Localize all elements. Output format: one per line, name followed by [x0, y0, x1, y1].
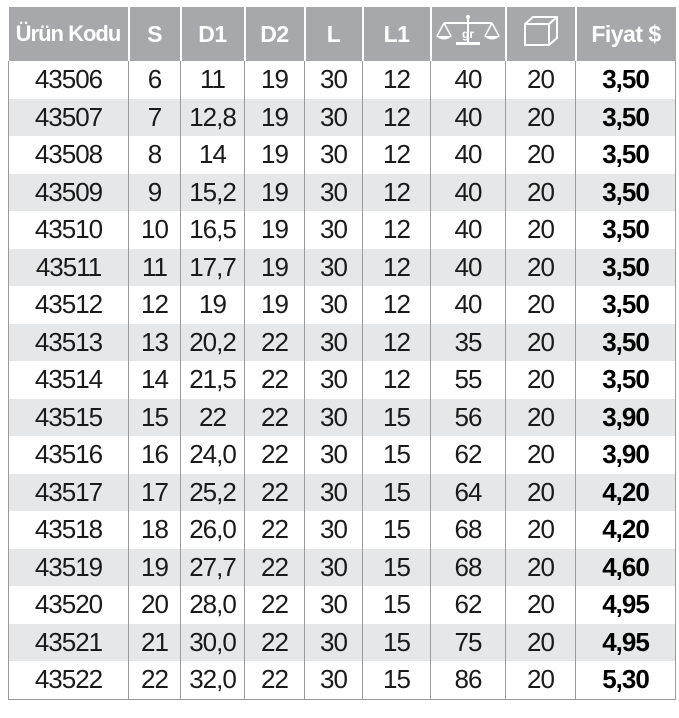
cell-diameter-d1: 27,7 [181, 549, 245, 587]
cell-diameter-d2: 22 [245, 549, 305, 587]
cell-price: 4,20 [576, 474, 676, 512]
cell-length-l1: 15 [363, 661, 431, 699]
cell-price: 3,50 [576, 136, 676, 174]
cell-weight: 40 [431, 61, 506, 99]
cell-diameter-d1: 30,0 [181, 624, 245, 662]
cell-length-l: 30 [305, 174, 363, 212]
cell-box-quantity: 20 [506, 174, 576, 212]
column-header-label: L1 [383, 20, 410, 47]
cell-size-s: 11 [129, 249, 181, 287]
cell-diameter-d1: 14 [181, 136, 245, 174]
cell-diameter-d1: 26,0 [181, 511, 245, 549]
cell-diameter-d1: 16,5 [181, 211, 245, 249]
cell-length-l1: 15 [363, 399, 431, 437]
cell-length-l1: 15 [363, 549, 431, 587]
table-row [9, 399, 676, 437]
cell-length-l: 30 [305, 136, 363, 174]
table-row [9, 249, 676, 287]
cell-price: 3,50 [576, 174, 676, 212]
cell-box-quantity: 20 [506, 586, 576, 624]
cell-length-l1: 15 [363, 624, 431, 662]
cell-size-s: 15 [129, 399, 181, 437]
cell-weight: 40 [431, 174, 506, 212]
cell-diameter-d2: 19 [245, 211, 305, 249]
cell-length-l1: 12 [363, 324, 431, 362]
cell-length-l1: 12 [363, 61, 431, 99]
column-header-label: S [147, 20, 162, 47]
column-header-diameter-d1 [181, 7, 245, 61]
cell-diameter-d1: 28,0 [181, 586, 245, 624]
cell-size-s: 10 [129, 211, 181, 249]
cell-length-l: 30 [305, 661, 363, 699]
cell-price: 4,60 [576, 549, 676, 587]
cell-price: 3,50 [576, 61, 676, 99]
cell-length-l: 30 [305, 211, 363, 249]
cell-size-s: 21 [129, 624, 181, 662]
cell-price: 3,50 [576, 249, 676, 287]
cell-diameter-d1: 24,0 [181, 436, 245, 474]
table-row [9, 361, 676, 399]
cell-product-code: 43506 [9, 61, 129, 99]
column-header-label: L [326, 20, 341, 47]
cell-product-code: 43520 [9, 586, 129, 624]
cell-length-l: 30 [305, 61, 363, 99]
table-body [9, 61, 676, 699]
cell-diameter-d2: 22 [245, 361, 305, 399]
cell-length-l1: 15 [363, 511, 431, 549]
cell-box-quantity: 20 [506, 549, 576, 587]
table-row [9, 211, 676, 249]
cell-weight: 40 [431, 136, 506, 174]
cell-box-quantity: 20 [506, 211, 576, 249]
cell-product-code: 43514 [9, 361, 129, 399]
cell-diameter-d2: 19 [245, 286, 305, 324]
box-icon [521, 14, 561, 54]
table-row [9, 436, 676, 474]
cell-size-s: 17 [129, 474, 181, 512]
table-row [9, 99, 676, 137]
column-header-product-code [9, 7, 129, 61]
cell-diameter-d2: 19 [245, 174, 305, 212]
cell-product-code: 43517 [9, 474, 129, 512]
cell-length-l1: 12 [363, 99, 431, 137]
column-header-length-l1 [363, 7, 431, 61]
cell-weight: 56 [431, 399, 506, 437]
cell-box-quantity: 20 [506, 436, 576, 474]
cell-price: 3,50 [576, 211, 676, 249]
cell-length-l1: 12 [363, 211, 431, 249]
cell-size-s: 9 [129, 174, 181, 212]
cell-size-s: 8 [129, 136, 181, 174]
table-row [9, 586, 676, 624]
cell-diameter-d2: 22 [245, 474, 305, 512]
cell-length-l1: 12 [363, 286, 431, 324]
cell-price: 3,50 [576, 99, 676, 137]
cell-diameter-d1: 32,0 [181, 661, 245, 699]
cell-diameter-d2: 22 [245, 586, 305, 624]
cell-product-code: 43509 [9, 174, 129, 212]
cell-diameter-d2: 22 [245, 511, 305, 549]
cell-length-l1: 15 [363, 586, 431, 624]
cell-diameter-d1: 19 [181, 286, 245, 324]
cell-diameter-d2: 22 [245, 399, 305, 437]
cell-price: 3,50 [576, 286, 676, 324]
cell-length-l: 30 [305, 474, 363, 512]
cell-size-s: 13 [129, 324, 181, 362]
cell-diameter-d1: 17,7 [181, 249, 245, 287]
cell-price: 3,90 [576, 399, 676, 437]
cell-size-s: 20 [129, 586, 181, 624]
cell-box-quantity: 20 [506, 399, 576, 437]
column-header-label: Fiyat $ [591, 20, 661, 47]
cell-box-quantity: 20 [506, 99, 576, 137]
cell-weight: 62 [431, 586, 506, 624]
cell-length-l1: 12 [363, 136, 431, 174]
cell-length-l: 30 [305, 399, 363, 437]
cell-box-quantity: 20 [506, 324, 576, 362]
table-row [9, 549, 676, 587]
column-header-diameter-d2 [245, 7, 305, 61]
cell-product-code: 43522 [9, 661, 129, 699]
cell-diameter-d2: 19 [245, 61, 305, 99]
cell-diameter-d1: 21,5 [181, 361, 245, 399]
box-icon-svg [521, 14, 561, 48]
cell-box-quantity: 20 [506, 474, 576, 512]
table-row [9, 511, 676, 549]
cell-length-l: 30 [305, 361, 363, 399]
column-header-box-quantity [506, 7, 576, 61]
cell-length-l1: 12 [363, 174, 431, 212]
cell-box-quantity: 20 [506, 61, 576, 99]
table-row [9, 324, 676, 362]
cell-box-quantity: 20 [506, 286, 576, 324]
cell-weight: 40 [431, 286, 506, 324]
cell-size-s: 6 [129, 61, 181, 99]
cell-product-code: 43515 [9, 399, 129, 437]
cell-price: 4,95 [576, 586, 676, 624]
cell-diameter-d1: 25,2 [181, 474, 245, 512]
cell-diameter-d2: 19 [245, 136, 305, 174]
cell-weight: 40 [431, 249, 506, 287]
column-header-label: D2 [260, 20, 289, 47]
cell-weight: 55 [431, 361, 506, 399]
scale-icon [434, 14, 502, 54]
cell-price: 4,95 [576, 624, 676, 662]
cell-diameter-d2: 22 [245, 661, 305, 699]
cell-box-quantity: 20 [506, 661, 576, 699]
price-table [8, 7, 676, 700]
cell-box-quantity: 20 [506, 511, 576, 549]
column-header-size-s [129, 7, 181, 61]
cell-box-quantity: 20 [506, 624, 576, 662]
cell-price: 3,50 [576, 324, 676, 362]
table-row [9, 174, 676, 212]
cell-price: 5,30 [576, 661, 676, 699]
column-header-length-l [305, 7, 363, 61]
cell-length-l: 30 [305, 436, 363, 474]
cell-weight: 62 [431, 436, 506, 474]
cell-weight: 40 [431, 99, 506, 137]
cell-length-l1: 15 [363, 474, 431, 512]
cell-length-l: 30 [305, 624, 363, 662]
cell-product-code: 43516 [9, 436, 129, 474]
cell-diameter-d2: 19 [245, 99, 305, 137]
cell-box-quantity: 20 [506, 249, 576, 287]
cell-size-s: 22 [129, 661, 181, 699]
cell-box-quantity: 20 [506, 136, 576, 174]
column-header-price [576, 7, 676, 61]
table-row [9, 624, 676, 662]
cell-price: 3,50 [576, 361, 676, 399]
cell-length-l: 30 [305, 324, 363, 362]
cell-size-s: 16 [129, 436, 181, 474]
weight-unit-label: gr [462, 27, 474, 41]
cell-weight: 68 [431, 549, 506, 587]
column-header-label: D1 [198, 20, 227, 47]
price-table-container [8, 7, 675, 700]
cell-weight: 86 [431, 661, 506, 699]
cell-length-l1: 12 [363, 361, 431, 399]
cell-size-s: 14 [129, 361, 181, 399]
cell-diameter-d1: 11 [181, 61, 245, 99]
column-header-label: Ürün Kodu [15, 21, 121, 46]
cell-size-s: 18 [129, 511, 181, 549]
cell-length-l: 30 [305, 99, 363, 137]
cell-size-s: 19 [129, 549, 181, 587]
cell-product-code: 43508 [9, 136, 129, 174]
cell-product-code: 43507 [9, 99, 129, 137]
table-row [9, 286, 676, 324]
cell-length-l: 30 [305, 511, 363, 549]
cell-diameter-d2: 22 [245, 436, 305, 474]
cell-length-l: 30 [305, 549, 363, 587]
cell-length-l: 30 [305, 586, 363, 624]
cell-length-l: 30 [305, 249, 363, 287]
table-header-row [9, 7, 676, 61]
cell-size-s: 7 [129, 99, 181, 137]
cell-product-code: 43512 [9, 286, 129, 324]
cell-box-quantity: 20 [506, 361, 576, 399]
cell-diameter-d1: 20,2 [181, 324, 245, 362]
cell-product-code: 43519 [9, 549, 129, 587]
cell-weight: 40 [431, 211, 506, 249]
cell-product-code: 43518 [9, 511, 129, 549]
cell-length-l1: 12 [363, 249, 431, 287]
column-header-weight [431, 7, 506, 61]
cell-product-code: 43511 [9, 249, 129, 287]
table-row [9, 136, 676, 174]
cell-diameter-d1: 12,8 [181, 99, 245, 137]
cell-product-code: 43510 [9, 211, 129, 249]
cell-weight: 35 [431, 324, 506, 362]
cell-price: 4,20 [576, 511, 676, 549]
cell-diameter-d2: 22 [245, 624, 305, 662]
table-row [9, 474, 676, 512]
cell-diameter-d2: 19 [245, 249, 305, 287]
cell-diameter-d1: 22 [181, 399, 245, 437]
cell-size-s: 12 [129, 286, 181, 324]
cell-product-code: 43521 [9, 624, 129, 662]
cell-length-l1: 15 [363, 436, 431, 474]
cell-diameter-d2: 22 [245, 324, 305, 362]
cell-price: 3,90 [576, 436, 676, 474]
cell-weight: 75 [431, 624, 506, 662]
cell-weight: 64 [431, 474, 506, 512]
cell-length-l: 30 [305, 286, 363, 324]
cell-weight: 68 [431, 511, 506, 549]
table-row [9, 61, 676, 99]
table-row [9, 661, 676, 699]
cell-diameter-d1: 15,2 [181, 174, 245, 212]
cell-product-code: 43513 [9, 324, 129, 362]
